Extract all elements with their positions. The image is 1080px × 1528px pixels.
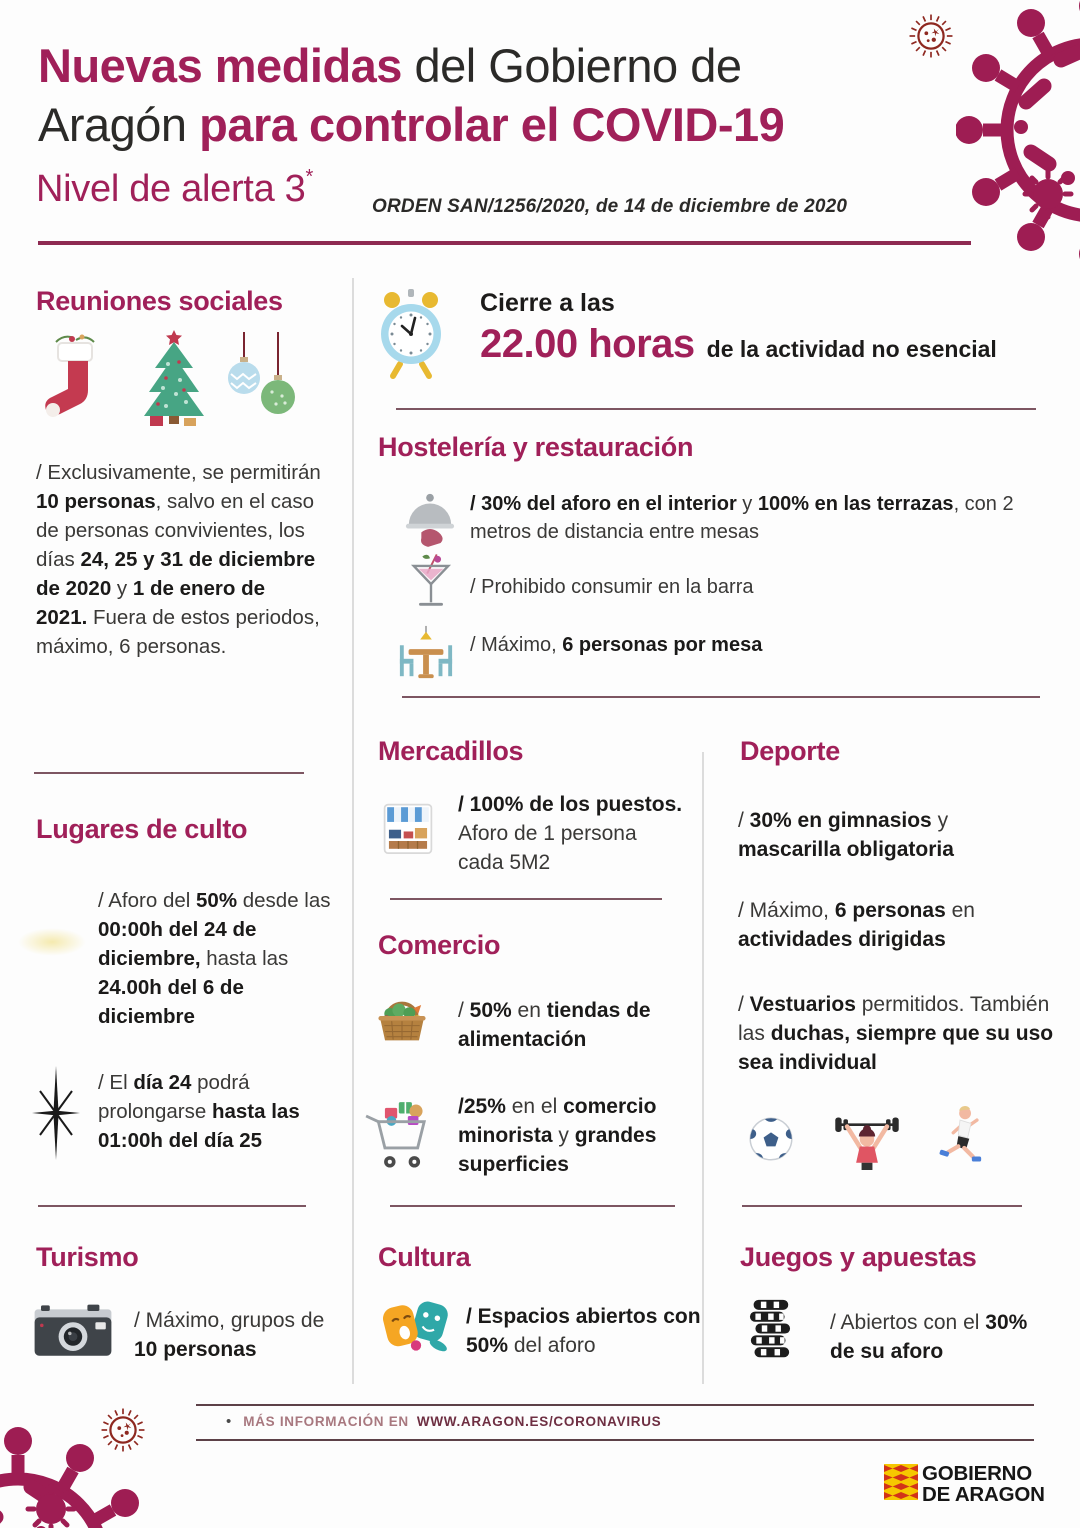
cocktail-icon — [408, 550, 454, 624]
alarm-clock-icon — [378, 286, 444, 386]
poker-chips-icon — [746, 1298, 794, 1360]
baubles-icon — [226, 332, 298, 426]
logo-line2: DE ARAGON — [922, 1483, 1045, 1506]
column-divider-left — [352, 278, 354, 1384]
footer-info-url: WWW.ARAGON.ES/CORONAVIRUS — [416, 1414, 662, 1429]
christmas-stocking-icon — [42, 330, 104, 428]
table-chairs-icon — [394, 624, 458, 682]
runner-icon — [936, 1104, 984, 1170]
footer-info-label: MÁS INFORMACIÓN EN — [243, 1414, 409, 1429]
comercio-item-1: / 50% en tiendas de alimentación — [458, 999, 651, 1051]
large-virus-icon — [956, 0, 1080, 282]
aragon-flag-icon — [884, 1464, 918, 1500]
small-virus-icon — [903, 8, 959, 64]
alert-asterisk: * — [305, 166, 313, 188]
footer-info — [226, 1413, 661, 1430]
section-title-cultura: Cultura — [378, 1242, 471, 1272]
page-title-line1: Nuevas medidas del Gobierno de — [38, 39, 742, 92]
section-title-comercio: Comercio — [378, 930, 501, 960]
section-divider — [396, 408, 1036, 410]
gobierno-logo-text — [922, 1463, 1045, 1505]
section-title-juegos: Juegos y apuestas — [740, 1242, 977, 1272]
logo-line1: GOBIERNO — [922, 1462, 1033, 1485]
deporte-item-2: / Máximo, 6 personas en actividades dirigidas — [738, 899, 975, 951]
section-divider — [34, 772, 304, 774]
camera-icon — [33, 1302, 113, 1360]
section-title-lugares: Lugares de culto — [36, 814, 248, 844]
reuniones-text: / Exclusivamente, se permitirán 10 personas, salvo en el caso de personas convivientes, los días 24, 25 y 31 de diciembre de 2020 y 1 de enero de 2021. Fuera de estos periodos, máximo, 6 personas. — [36, 461, 321, 658]
bethlehem-star-icon — [30, 1066, 82, 1160]
large-virus-icon — [0, 1417, 161, 1528]
closure-suffix: de la actividad no esencial — [706, 336, 997, 362]
candle-glow-icon — [18, 928, 86, 956]
closure-intro: Cierre a las — [480, 289, 615, 317]
section-divider — [390, 898, 662, 900]
alert-level: Nivel de alerta 3* — [36, 166, 313, 210]
christmas-tree-icon — [136, 328, 212, 430]
order-reference: ORDEN SAN/1256/2020, de 14 de diciembre de 2020 — [372, 196, 848, 217]
section-divider — [38, 1205, 306, 1207]
closure-time: 22.00 horas — [480, 322, 695, 366]
section-divider — [402, 696, 1040, 698]
section-divider — [742, 1205, 1022, 1207]
lugares-item-1: / Aforo del 50% desde las 00:00h del 24 de diciembre, hasta las 24.00h del 6 de diciembre — [98, 889, 331, 1028]
hosteleria-item-3: / Máximo, 6 personas por mesa — [470, 634, 763, 656]
lugares-item-2: / El día 24 podrá prolongarse hasta las 01:00h del día 25 — [98, 1071, 300, 1152]
footer-divider-bottom — [196, 1439, 1034, 1441]
cultura-item-1: / Espacios abiertos con 50% del aforo — [466, 1305, 701, 1357]
section-title-mercadillos: Mercadillos — [378, 736, 524, 766]
closure-time-row — [480, 322, 997, 367]
theater-masks-icon — [376, 1294, 456, 1354]
deporte-item-1: / 30% en gimnasios y mascarilla obligatoria — [738, 809, 954, 861]
footer-bullet: • — [226, 1413, 232, 1430]
serving-cloche-icon — [404, 486, 456, 548]
section-title-deporte: Deporte — [740, 736, 840, 766]
soccer-ball-icon — [748, 1116, 794, 1162]
shopping-cart-icon — [362, 1094, 434, 1174]
mercadillos-item-1: / 100% de los puestos. Aforo de 1 persona cada 5M2 — [458, 793, 683, 874]
food-basket-icon — [374, 990, 430, 1048]
turismo-item-1: / Máximo, grupos de 10 personas — [134, 1309, 325, 1361]
juegos-item-1: / Abiertos con el 30% de su aforo — [830, 1311, 1028, 1363]
hosteleria-item-1: / 30% del aforo en el interior y 100% en las terrazas, con 2 metros de distancia entre mesas — [470, 493, 1014, 543]
comercio-item-2: /25% en el comercio minorista y grandes superficies — [458, 1095, 657, 1176]
hosteleria-item-2: / Prohibido consumir en la barra — [470, 576, 754, 598]
page-title — [38, 36, 938, 154]
section-divider — [390, 1205, 675, 1207]
footer-divider-top — [196, 1404, 1034, 1406]
column-divider-right — [702, 752, 704, 1384]
section-title-hosteleria: Hostelería y restauración — [378, 432, 694, 462]
page-title-line2: Aragón para controlar el COVID-19 — [38, 98, 785, 151]
header-divider — [38, 241, 971, 245]
section-title-reuniones: Reuniones sociales — [36, 286, 283, 316]
section-title-turismo: Turismo — [36, 1242, 139, 1272]
weightlifter-icon — [833, 1112, 901, 1170]
market-stall-icon — [382, 800, 434, 856]
deporte-item-3: / Vestuarios permitidos. También las duchas, siempre que su uso sea individual — [738, 993, 1054, 1074]
